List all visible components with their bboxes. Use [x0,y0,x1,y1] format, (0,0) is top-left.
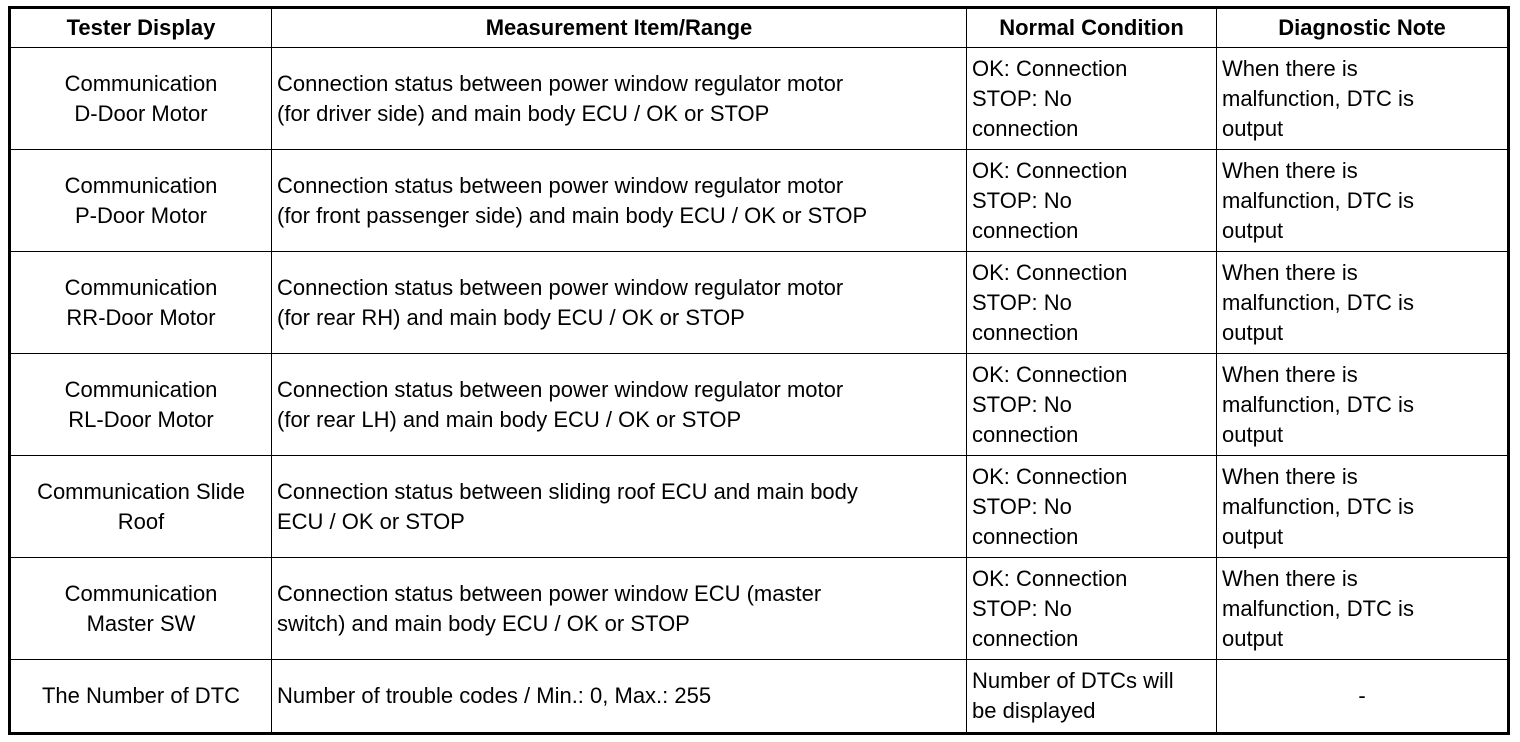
tester-display-cell: Communication D-Door Motor [10,48,272,150]
measurement-item-cell: Number of trouble codes / Min.: 0, Max.: 255 [272,660,967,734]
table-row [10,252,1509,354]
measurement-item-cell: Connection status between power window ECU (master switch) and main body ECU / OK or STOP [272,558,967,660]
normal-condition-cell: Number of DTCs will be displayed [967,660,1217,734]
measurement-item-cell: Connection status between sliding roof ECU and main body ECU / OK or STOP [272,456,967,558]
normal-condition-cell: OK: Connection STOP: No connection [967,354,1217,456]
tester-display-cell: Communication Master SW [10,558,272,660]
tester-display-cell: Communication P-Door Motor [10,150,272,252]
table-row [10,48,1509,150]
table-row [10,660,1509,734]
measurement-item-cell: Connection status between power window regulator motor (for rear LH) and main body ECU / OK or STOP [272,354,967,456]
normal-condition-cell: OK: Connection STOP: No connection [967,456,1217,558]
measurement-item-cell: Connection status between power window regulator motor (for driver side) and main body ECU / OK or STOP [272,48,967,150]
header-normal-condition: Normal Condition [967,8,1217,48]
header-row [10,8,1509,48]
normal-condition-cell: OK: Connection STOP: No connection [967,48,1217,150]
normal-condition-cell: OK: Connection STOP: No connection [967,558,1217,660]
table-row [10,456,1509,558]
header-diagnostic-note: Diagnostic Note [1217,8,1509,48]
diagnostic-note-cell: When there is malfunction, DTC is output [1217,252,1509,354]
measurement-item-cell: Connection status between power window regulator motor (for rear RH) and main body ECU / OK or STOP [272,252,967,354]
tester-display-cell: Communication RR-Door Motor [10,252,272,354]
normal-condition-cell: OK: Connection STOP: No connection [967,150,1217,252]
table-row [10,150,1509,252]
diagnostic-note-cell: When there is malfunction, DTC is output [1217,456,1509,558]
table-row [10,558,1509,660]
header-tester-display: Tester Display [10,8,272,48]
diagnostic-note-cell: When there is malfunction, DTC is output [1217,150,1509,252]
measurement-item-cell: Connection status between power window regulator motor (for front passenger side) and main body ECU / OK or STOP [272,150,967,252]
diagnostic-note-cell: When there is malfunction, DTC is output [1217,48,1509,150]
tester-display-cell: Communication RL-Door Motor [10,354,272,456]
table-row [10,354,1509,456]
diagnostic-note-cell: When there is malfunction, DTC is output [1217,558,1509,660]
tester-display-cell: The Number of DTC [10,660,272,734]
diagnostic-note-cell: When there is malfunction, DTC is output [1217,354,1509,456]
diagnostic-data-table [8,6,1510,735]
header-measurement-item: Measurement Item/Range [272,8,967,48]
tester-display-cell: Communication Slide Roof [10,456,272,558]
diagnostic-note-cell: - [1217,660,1509,734]
normal-condition-cell: OK: Connection STOP: No connection [967,252,1217,354]
